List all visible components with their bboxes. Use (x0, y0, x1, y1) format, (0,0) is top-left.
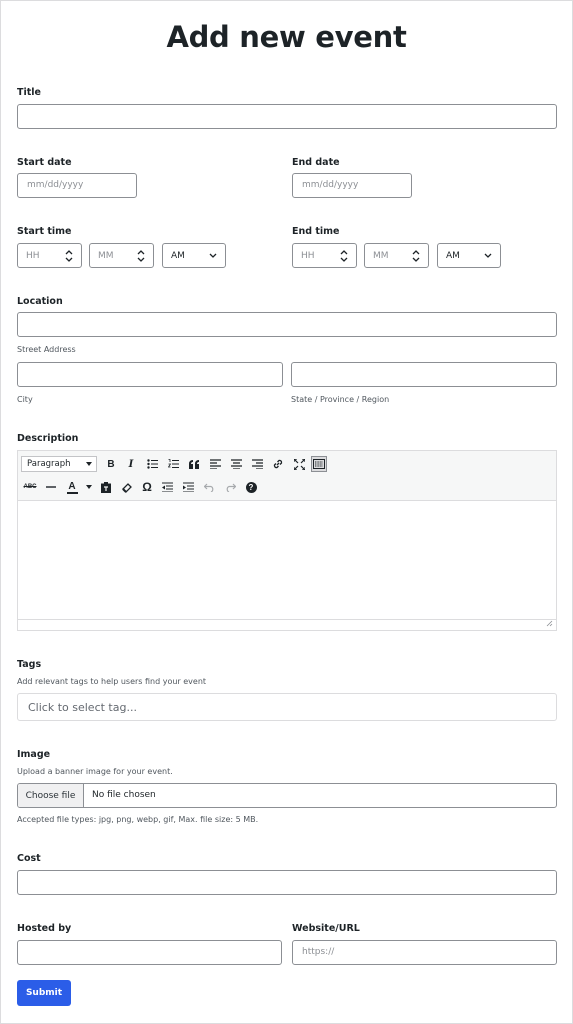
start-minute-value: MM (98, 251, 114, 261)
image-help: Upload a banner image for your event. (17, 767, 173, 776)
description-label: Description (17, 433, 79, 444)
street-address-input[interactable] (17, 312, 557, 337)
end-minute-stepper[interactable] (364, 243, 429, 268)
tags-help: Add relevant tags to help users find your event (17, 677, 207, 686)
bullet-list-icon[interactable] (144, 456, 160, 472)
end-minute-value: MM (373, 251, 389, 261)
end-date-input[interactable] (292, 173, 412, 198)
description-editor[interactable] (17, 450, 557, 631)
start-hour-value: HH (26, 251, 40, 261)
choose-file-button[interactable]: Choose file (18, 784, 84, 807)
submit-button[interactable]: Submit (17, 980, 71, 1006)
format-select[interactable] (21, 456, 97, 472)
indent-icon[interactable] (180, 479, 196, 495)
redo-icon[interactable] (222, 479, 238, 495)
end-time-label: End time (292, 226, 340, 237)
city-caption: City (17, 395, 33, 404)
tags-select[interactable] (17, 693, 557, 721)
state-caption: State / Province / Region (291, 395, 390, 404)
undo-icon[interactable] (201, 479, 217, 495)
up-down-chevron-icon (64, 249, 74, 263)
chevron-down-icon (86, 462, 92, 466)
end-date-label: End date (292, 157, 340, 168)
up-down-chevron-icon (339, 249, 349, 263)
end-date-placeholder: mm/dd/yyyy (302, 180, 359, 190)
title-label: Title (17, 87, 41, 98)
page-title: Add new event (166, 20, 407, 54)
special-character-icon[interactable]: Ω (142, 480, 152, 494)
website-placeholder: https:// (302, 947, 335, 957)
hosted-by-input[interactable] (17, 940, 282, 965)
bold-icon[interactable]: B (107, 458, 115, 470)
paste-text-icon[interactable] (98, 479, 114, 495)
image-file-input[interactable] (17, 783, 557, 808)
chevron-down-icon (208, 249, 218, 263)
location-label: Location (17, 296, 63, 307)
fullscreen-icon[interactable] (291, 456, 307, 472)
help-glyph: ? (246, 482, 257, 493)
hosted-by-label: Hosted by (17, 923, 72, 934)
chevron-down-icon (483, 249, 493, 263)
end-hour-stepper[interactable] (292, 243, 357, 268)
editor-status-divider (18, 619, 556, 620)
up-down-chevron-icon (411, 249, 421, 263)
website-input[interactable] (292, 940, 557, 965)
clear-formatting-icon[interactable] (119, 479, 135, 495)
strikethrough-icon[interactable]: ABC (23, 484, 37, 490)
image-label: Image (17, 749, 51, 760)
start-date-placeholder: mm/dd/yyyy (27, 180, 84, 190)
up-down-chevron-icon (136, 249, 146, 263)
website-label: Website/URL (292, 923, 360, 934)
start-hour-stepper[interactable] (17, 243, 82, 268)
end-ampm-value: AM (446, 251, 460, 261)
horizontal-line-icon[interactable] (43, 479, 59, 495)
outdent-icon[interactable] (159, 479, 175, 495)
text-color-glyph: A (68, 480, 76, 492)
start-ampm-select[interactable] (162, 243, 226, 268)
editor-toolbar (18, 451, 556, 501)
resize-handle-icon[interactable] (546, 620, 553, 627)
italic-icon[interactable]: I (128, 458, 134, 470)
file-status: No file chosen (92, 790, 156, 800)
blockquote-icon[interactable] (186, 456, 202, 472)
text-color-icon[interactable] (64, 479, 80, 495)
text-color-bar (67, 492, 78, 494)
tags-placeholder: Click to select tag... (28, 701, 137, 714)
toolbar-toggle-icon[interactable] (311, 456, 327, 472)
start-date-label: Start date (17, 157, 72, 168)
end-hour-value: HH (301, 251, 315, 261)
align-center-icon[interactable] (228, 456, 244, 472)
cost-input[interactable] (17, 870, 557, 895)
format-select-value: Paragraph (27, 459, 71, 469)
start-ampm-value: AM (171, 251, 185, 261)
chevron-down-icon[interactable] (81, 479, 97, 495)
start-date-input[interactable] (17, 173, 137, 198)
street-address-caption: Street Address (17, 345, 76, 354)
link-icon[interactable] (270, 456, 286, 472)
title-input[interactable] (17, 104, 557, 129)
start-minute-stepper[interactable] (89, 243, 154, 268)
editor-content-area[interactable] (18, 501, 556, 619)
help-icon[interactable] (243, 479, 259, 495)
cost-label: Cost (17, 853, 41, 864)
tags-label: Tags (17, 659, 42, 670)
start-time-label: Start time (17, 226, 72, 237)
numbered-list-icon[interactable] (165, 456, 181, 472)
image-file-note: Accepted file types: jpg, png, webp, gif, Max. file size: 5 MB. (17, 815, 259, 824)
state-input[interactable] (291, 362, 557, 387)
end-ampm-select[interactable] (437, 243, 501, 268)
align-right-icon[interactable] (249, 456, 265, 472)
city-input[interactable] (17, 362, 283, 387)
align-left-icon[interactable] (207, 456, 223, 472)
